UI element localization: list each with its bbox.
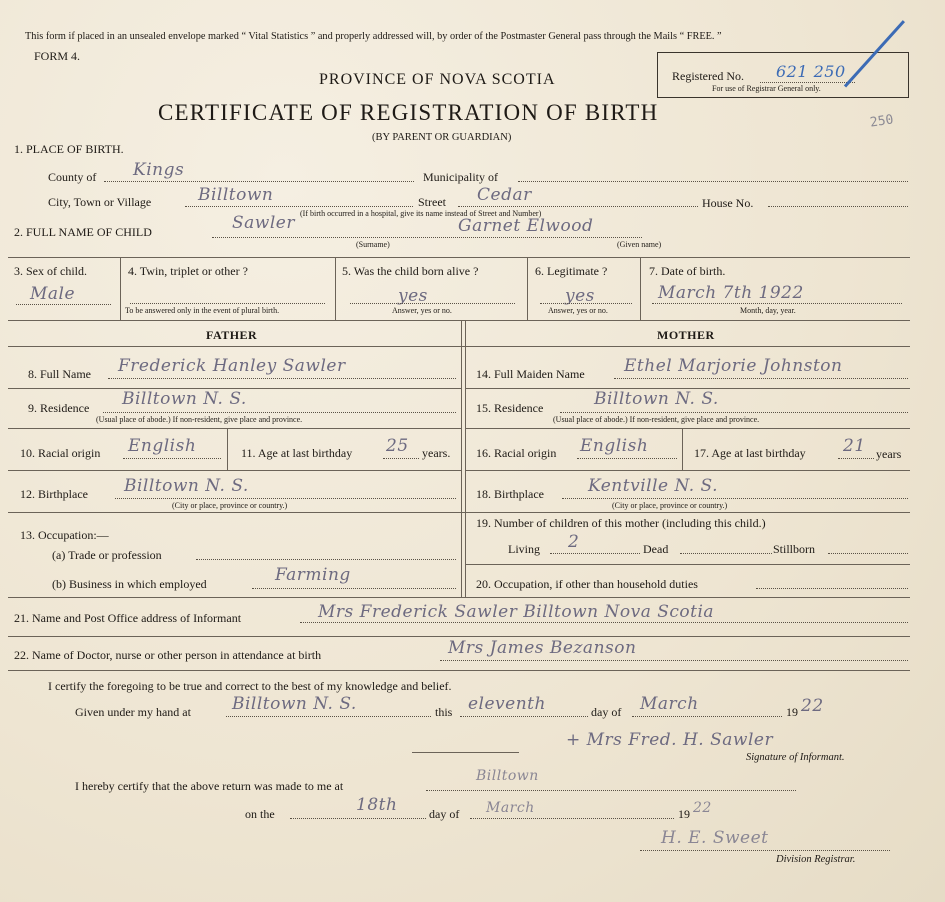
province-title: PROVINCE OF NOVA SCOTIA	[319, 71, 556, 88]
registered-no-label: Registered No.	[672, 69, 744, 83]
stillborn-label: Stillborn	[773, 542, 816, 556]
informant-label: 21. Name and Post Office address of Informant	[14, 611, 242, 625]
informant-value: Mrs Frederick Sawler Billtown Nova Scotia	[318, 602, 715, 622]
father-residence-label: 9. Residence	[28, 401, 90, 415]
legitimate-note: Answer, yes or no.	[548, 306, 608, 315]
father-age-unit: years.	[422, 446, 451, 460]
municipality-label: Municipality of	[423, 170, 498, 184]
trade-label: (a) Trade or profession	[52, 548, 162, 562]
birth-date-label: 7. Date of birth.	[649, 264, 726, 278]
mother-heading: MOTHER	[657, 328, 715, 342]
child-given-value: Garnet Elwood	[458, 216, 594, 236]
street-value: Cedar	[477, 185, 532, 205]
certification-statement: I certify the foregoing to be true and correct to the best of my knowledge and belief.	[48, 679, 452, 693]
county-label: County of	[48, 170, 97, 184]
registrar-day-value: 18th	[356, 795, 398, 815]
hospital-note: (If birth occurred in a hospital, give its name instead of Street and Number)	[300, 209, 542, 218]
twin-label: 4. Twin, triplet or other ?	[128, 264, 248, 278]
living-label: Living	[508, 542, 540, 556]
stamp-number: 250	[869, 112, 895, 131]
form-number: FORM 4.	[34, 49, 81, 63]
child-name-label: 2. FULL NAME OF CHILD	[14, 225, 152, 239]
certificate-subtitle: (BY PARENT OR GUARDIAN)	[372, 132, 512, 143]
given-day-of-label: day of	[591, 705, 622, 719]
father-racial-label: 10. Racial origin	[20, 446, 101, 460]
mother-residence-note: (Usual place of abode.) If non-resident, give place and province.	[553, 415, 760, 424]
registrar-statement: I hereby certify that the above return was made to me at	[75, 779, 344, 793]
alive-note: Answer, yes or no.	[392, 306, 452, 315]
registrar-place: Billtown	[476, 768, 539, 784]
certificate-title: CERTIFICATE OF REGISTRATION OF BIRTH	[158, 100, 659, 125]
city-label: City, Town or Village	[48, 195, 152, 209]
alive-label: 5. Was the child born alive ?	[342, 264, 479, 278]
birth-date-value: March 7th 1922	[658, 283, 804, 303]
surname-note: (Surname)	[356, 240, 390, 249]
this-label: this	[435, 705, 453, 719]
child-surname-value: Sawler	[232, 213, 295, 233]
mother-residence-value: Billtown N. S.	[594, 389, 719, 409]
city-value: Billtown	[198, 185, 274, 205]
children-count-label: 19. Number of children of this mother (including this child.)	[476, 516, 766, 530]
business-value: Farming	[275, 565, 351, 585]
mother-residence-label: 15. Residence	[476, 401, 544, 415]
county-value: Kings	[133, 160, 185, 180]
mother-racial-label: 16. Racial origin	[476, 446, 557, 460]
informant-signature: + Mrs Fred. H. Sawler	[566, 730, 774, 750]
dead-label: Dead	[643, 542, 669, 556]
registered-no-note: For use of Registrar General only.	[712, 84, 821, 93]
mother-occupation-label: 20. Occupation, if other than household duties	[476, 577, 698, 591]
given-year-prefix: 19	[786, 705, 798, 719]
twin-note: To be answered only in the event of plural birth.	[125, 306, 280, 315]
postal-notice: This form if placed in an unsealed envelope marked “ Vital Statistics ” and properly addressed will, by order of the Postmaster General pass through the Mails “ FREE. ”	[25, 31, 722, 42]
registrar-year-suffix: 22	[693, 800, 712, 816]
street-label: Street	[418, 195, 446, 209]
father-heading: FATHER	[206, 328, 258, 342]
father-birthplace-value: Billtown N. S.	[124, 476, 249, 496]
mother-name-value: Ethel Marjorie Johnston	[624, 356, 843, 376]
registrar-month-value: March	[486, 800, 535, 816]
registered-no-value: 621 250	[776, 62, 846, 81]
mother-birthplace-note: (City or place, province or country.)	[612, 501, 728, 510]
registrar-day-of-label: day of	[429, 807, 460, 821]
father-age-label: 11. Age at last birthday	[241, 446, 353, 460]
business-label: (b) Business in which employed	[52, 577, 207, 591]
given-month-value: March	[640, 694, 699, 714]
mother-age-value: 21	[843, 436, 866, 456]
place-of-birth-heading: 1. PLACE OF BIRTH.	[14, 142, 124, 156]
alive-value: yes	[398, 286, 428, 306]
legitimate-label: 6. Legitimate ?	[535, 264, 608, 278]
given-day-value: eleventh	[468, 694, 546, 714]
father-residence-note: (Usual place of abode.) If non-resident, give place and province.	[96, 415, 303, 424]
mother-age-label: 17. Age at last birthday	[694, 446, 806, 460]
father-name-label: 8. Full Name	[28, 367, 91, 381]
mother-age-unit: years	[876, 447, 902, 461]
given-year-suffix: 22	[801, 696, 824, 716]
doctor-value: Mrs James Bezanson	[448, 638, 637, 658]
mother-racial-value: English	[580, 436, 649, 456]
mother-name-label: 14. Full Maiden Name	[476, 367, 585, 381]
mother-birthplace-label: 18. Birthplace	[476, 487, 544, 501]
father-name-value: Frederick Hanley Sawler	[118, 356, 346, 376]
given-name-note: (Given name)	[617, 240, 662, 249]
father-occupation-label: 13. Occupation:—	[20, 528, 109, 542]
father-age-value: 25	[386, 436, 409, 456]
birth-date-note: Month, day, year.	[740, 306, 796, 315]
registrar-signature: H. E. Sweet	[661, 828, 769, 848]
registrar-year-prefix: 19	[678, 807, 690, 821]
registrar-on-label: on the	[245, 807, 275, 821]
father-birthplace-label: 12. Birthplace	[20, 487, 88, 501]
father-residence-value: Billtown N. S.	[122, 389, 247, 409]
mother-birthplace-value: Kentville N. S.	[588, 476, 719, 496]
given-at-place: Billtown N. S.	[232, 694, 357, 714]
living-value: 2	[568, 532, 580, 552]
house-no-label: House No.	[702, 196, 754, 210]
given-at-label: Given under my hand at	[75, 705, 191, 719]
sex-label: 3. Sex of child.	[14, 264, 87, 278]
doctor-label: 22. Name of Doctor, nurse or other person in attendance at birth	[14, 648, 322, 662]
sex-value: Male	[30, 284, 76, 304]
father-racial-value: English	[128, 436, 197, 456]
registrar-signature-label: Division Registrar.	[776, 854, 856, 865]
informant-signature-label: Signature of Informant.	[746, 752, 845, 763]
father-birthplace-note: (City or place, province or country.)	[172, 501, 288, 510]
legitimate-value: yes	[565, 286, 595, 306]
